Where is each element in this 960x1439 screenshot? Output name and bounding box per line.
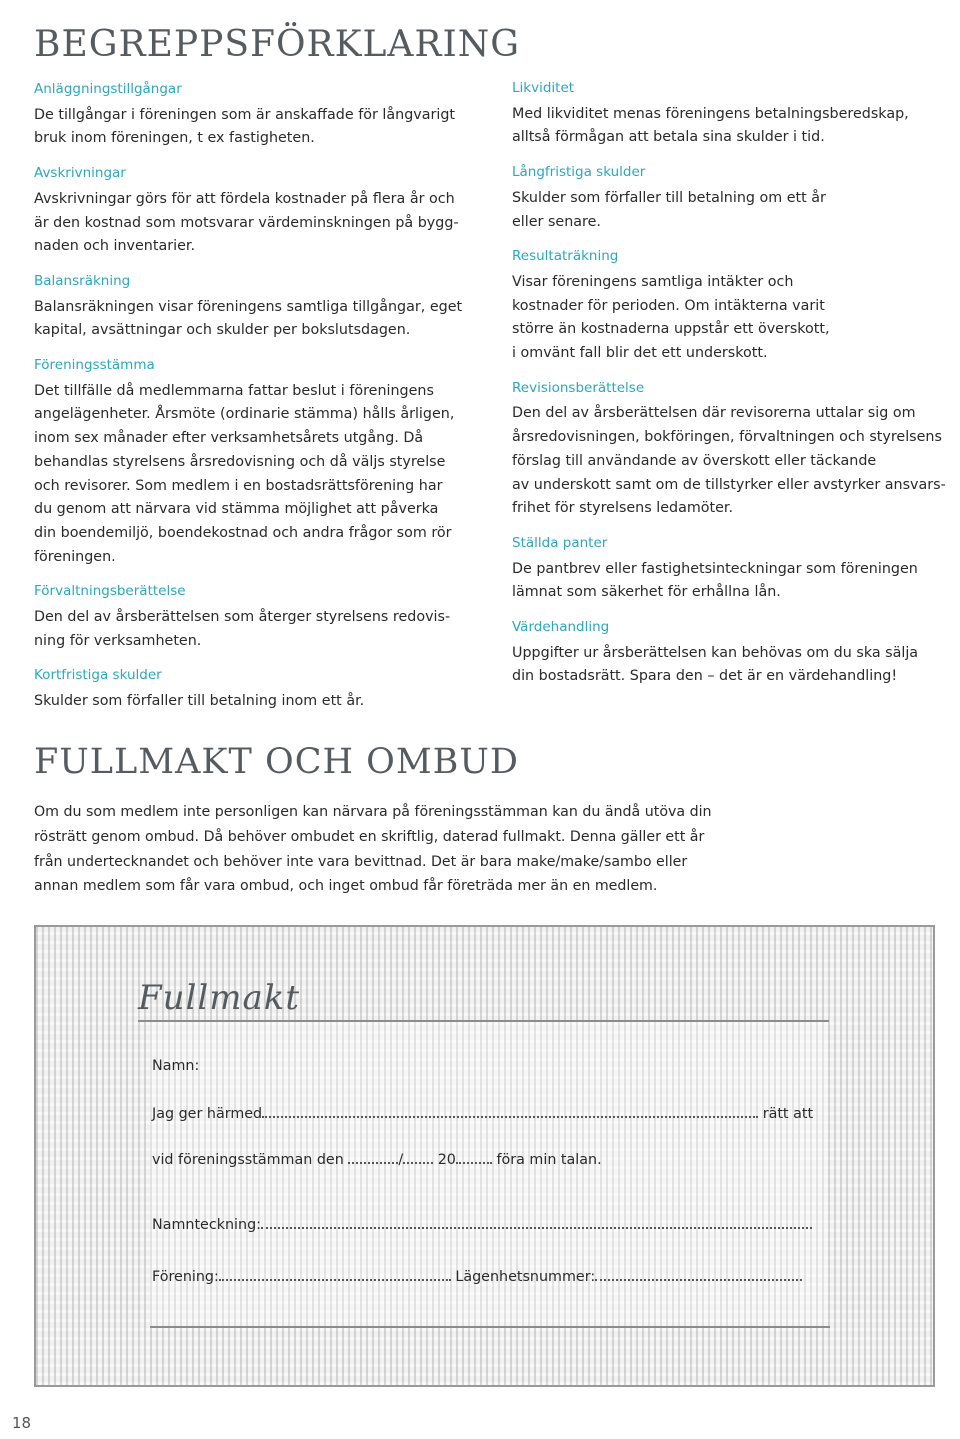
form-bottom-divider <box>150 1326 830 1328</box>
definition-line: Den del av årsberättelsen som återger styrelsens redovis- <box>34 609 451 626</box>
association-field[interactable] <box>219 1266 451 1281</box>
glossary-term: Resultaträkning <box>512 248 619 265</box>
authorize-label: Jag ger härmed <box>152 1106 263 1122</box>
name-row <box>152 1058 199 1074</box>
speak-label: föra min talan. <box>496 1152 602 1168</box>
definition-line: ning för verksamheten. <box>34 632 202 649</box>
glossary-definition <box>34 690 474 714</box>
definition-line: förslag till användande av överskott eller täckande <box>512 452 877 469</box>
glossary-term: Värdehandling <box>512 619 610 636</box>
glossary-definition <box>512 271 952 366</box>
intro-line: rösträtt genom ombud. Då behöver ombudet en skriftlig, daterad fullmakt. Denna gäller ett år <box>34 828 705 845</box>
definition-line: alltså förmågan att betala sina skulder i tid. <box>512 129 825 146</box>
definition-line: eller senare. <box>512 213 601 230</box>
glossary-definition <box>512 642 952 689</box>
definition-line: Skulder som förfaller till betalning om ett år <box>512 189 826 206</box>
glossary-term: Kortfristiga skulder <box>34 667 162 684</box>
glossary-definition <box>512 103 952 150</box>
glossary-term: Revisionsberättelse <box>512 379 645 396</box>
proxy-form-title: Fullmakt <box>138 978 301 1018</box>
intro-line: Om du som medlem inte personligen kan närvara på föreningsstämman kan du ändå utöva din <box>34 804 712 820</box>
signature-row <box>152 1214 812 1233</box>
intro-line: från undertecknandet och behöver inte vara bevittnad. Det är bara make/make/sambo eller <box>34 853 688 870</box>
association-row <box>152 1266 802 1285</box>
definition-line: kapital, avsättningar och skulder per bokslutsdagen. <box>34 322 411 339</box>
glossary-definition <box>34 296 474 343</box>
year-prefix: 20 <box>437 1152 456 1168</box>
glossary-definition <box>34 606 474 653</box>
definition-line: inom sex månader efter verksamhetsårets utgång. Då <box>34 430 424 447</box>
definition-line: Uppgifter ur årsberättelsen kan behövas om du ska sälja <box>512 644 919 661</box>
proxy-title: FULLMAKT OCH OMBUD <box>34 742 519 782</box>
meeting-label: vid föreningsstämman den <box>152 1152 344 1168</box>
definition-line: är den kostnad som motsvarar värdeminskningen på bygg- <box>34 214 459 231</box>
intro-line: annan medlem som får vara ombud, och inget ombud får företräda mer än en medlem. <box>34 878 658 895</box>
definition-line: lämnat som säkerhet för erhållna lån. <box>512 584 781 601</box>
glossary-column-right <box>512 77 952 700</box>
glossary-definition <box>34 380 474 570</box>
definition-line: Visar föreningens samtliga intäkter och <box>512 273 794 290</box>
definition-line: av underskott samt om de tillstyrker eller avstyrker ansvars- <box>512 476 946 493</box>
definition-line: Med likviditet menas föreningens betalningsberedskap, <box>512 105 909 122</box>
definition-line: Balansräkningen visar föreningens samtliga tillgångar, eget <box>34 298 463 315</box>
name-label: Namn: <box>152 1058 200 1074</box>
glossary-definition <box>34 188 474 259</box>
glossary-definition <box>512 558 952 605</box>
definition-line: din bostadsrätt. Spara den – det är en värdehandling! <box>512 668 898 685</box>
glossary-definition <box>512 187 952 234</box>
date-separator: / <box>398 1152 404 1168</box>
glossary-definition <box>34 104 474 151</box>
glossary-term: Ställda panter <box>512 534 608 551</box>
glossary-term: Avskrivningar <box>34 165 126 182</box>
glossary-definition <box>512 402 952 521</box>
definition-line: kostnader för perioden. Om intäkterna varit <box>512 297 825 314</box>
definition-line: Avskrivningar görs för att fördela kostnader på flera år och <box>34 190 455 207</box>
day-field[interactable] <box>348 1149 398 1164</box>
glossary-term: Anläggningstillgångar <box>34 81 182 97</box>
glossary-term: Förvaltningsberättelse <box>34 583 186 600</box>
definition-line: Skulder som förfaller till betalning inom ett år. <box>34 693 365 710</box>
definition-line: naden och inventarier. <box>34 238 195 255</box>
glossary-term: Balansräkning <box>34 272 131 289</box>
definition-line: större än kostnaderna uppstår ett överskott, <box>512 321 830 338</box>
glossary-column-left <box>34 78 474 725</box>
definition-line: och revisorer. Som medlem i en bostadsrättsförening har <box>34 477 443 494</box>
apartment-label: Lägenhetsnummer: <box>455 1269 596 1285</box>
definition-line: De pantbrev eller fastighetsinteckningar som föreningen <box>512 560 918 577</box>
page-number: 18 <box>12 1414 32 1432</box>
signature-field[interactable] <box>261 1214 812 1229</box>
month-field[interactable] <box>403 1149 433 1164</box>
definition-line: din boendemiljö, boendekostnad och andra frågor som rör <box>34 524 452 541</box>
year-field[interactable] <box>456 1149 492 1164</box>
definition-line: föreningen. <box>34 548 116 565</box>
form-title-divider <box>138 1020 829 1022</box>
definition-line: bruk inom föreningen, t ex fastigheten. <box>34 130 315 147</box>
signature-label: Namnteckning: <box>152 1217 261 1233</box>
association-label: Förening: <box>152 1269 219 1285</box>
definition-line: angelägenheter. Årsmöte (ordinarie stämma) hålls årligen, <box>34 406 455 423</box>
meeting-row <box>152 1149 602 1168</box>
apartment-field[interactable] <box>595 1266 802 1281</box>
proxy-intro-paragraph <box>34 800 712 899</box>
definition-line: frihet för styrelsens ledamöter. <box>512 500 734 517</box>
definition-line: i omvänt fall blir det ett underskott. <box>512 345 768 362</box>
glossary-term: Likviditet <box>512 80 575 96</box>
authorize-row <box>152 1103 813 1122</box>
definition-line: De tillgångar i föreningen som är anskaffade för långvarigt <box>34 106 456 123</box>
glossary-title: BEGREPPSFÖRKLARING <box>34 24 520 65</box>
definition-line: Det tillfälle då medlemmarna fattar beslut i föreningens <box>34 382 434 399</box>
definition-line: Den del av årsberättelsen där revisorerna uttalar sig om <box>512 405 916 422</box>
glossary-term: Föreningsstämma <box>34 357 155 374</box>
right-to-label: rätt att <box>762 1106 814 1122</box>
glossary-term: Långfristiga skulder <box>512 164 646 181</box>
definition-line: årsredovisningen, bokföringen, förvaltningen och styrelsens <box>512 429 942 446</box>
definition-line: behandlas styrelsens årsredovisning och då väljs styrelse <box>34 453 446 470</box>
definition-line: du genom att närvara vid stämma möjlighet att påverka <box>34 501 439 518</box>
authorize-field[interactable] <box>262 1103 758 1118</box>
